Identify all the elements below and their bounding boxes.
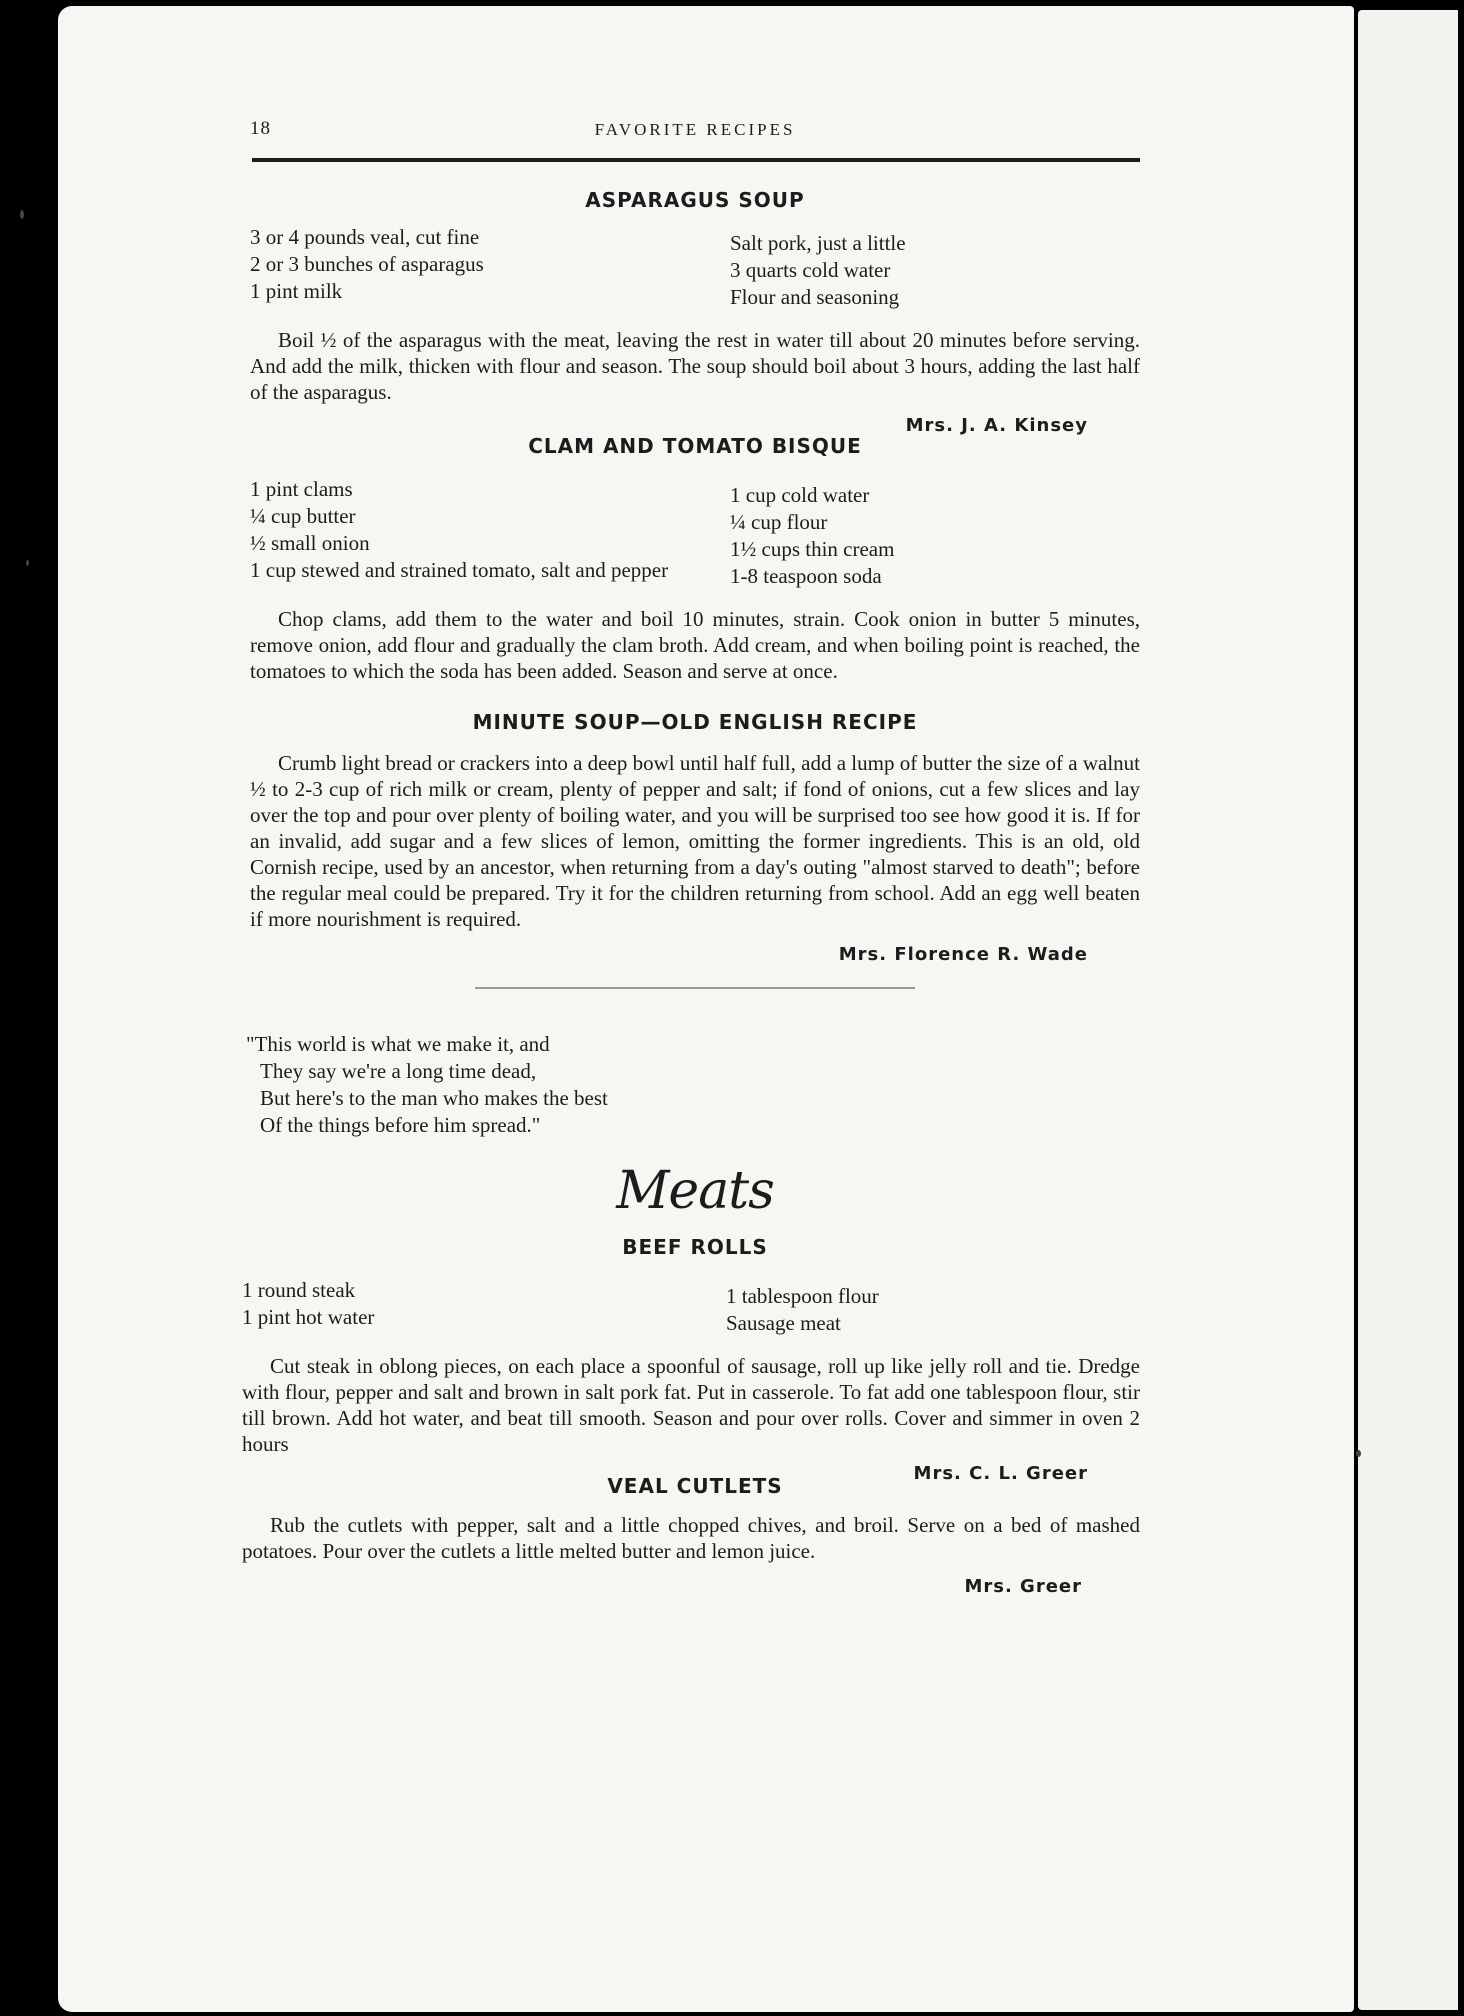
ingredient: 1 cup stewed and strained tomato, salt and pepper [250,558,669,582]
ingredient-column-right [730,224,1140,311]
ingredient: 1 pint clams [250,477,353,501]
poem-line: They say we're a long time dead, [260,1059,537,1083]
page-content [242,110,1140,1597]
poem-line: But here's to the man who makes the best [260,1086,608,1110]
recipe-directions: Crumb light bread or crackers into a deep bowl until half full, add a lump of butter the size of a walnut ½ to 2-3 cup of rich milk or cream, plenty of pepper and salt; if fond of onions, cut a few slices and lay over the top and pour over plenty of boiling water, and you will be surprised too see how good it is. If for an invalid, add sugar and a few slices of lemon, omitting the former ingredients. This is an old, old Cornish recipe, used by an ancestor, when returning from a day's outing "almost starved to death"; before the regular meal could be prepared. Try it for the children returning from school. Add an egg well beaten if more nourishment is required. [250,751,1140,931]
ingredient: ¼ cup flour [730,510,828,534]
running-head [250,110,1140,150]
ingredient-column-right [726,1277,1140,1337]
ingredient: Salt pork, just a little [730,231,906,255]
ingredient-column-left [250,476,730,590]
recipe-directions: Rub the cutlets with pepper, salt and a little chopped chives, and broil. Serve on a bed of mashed potatoes. Pour over the cutlets a little melted butter and lemon juice. [242,1513,1140,1563]
header-rule [252,158,1140,162]
recipe-directions: Cut steak in oblong pieces, on each place a spoonful of sausage, roll up like jelly roll and tie. Dredge with flour, pepper and salt and brown in salt pork fat. Put in casserole. To fat add one tablespoon flour, stir till brown. Add hot water, and beat till smooth. Season and pour over rolls. Cover and simmer in oven 2 hours [242,1354,1140,1456]
recipe-clam-tomato-bisque [250,434,1140,684]
ingredient-list [250,224,1140,311]
ingredient-column-left [250,224,730,311]
adjacent-page-edge [1358,10,1458,2010]
ingredient-column-right [730,476,1140,590]
ingredient: 1 pint milk [250,279,343,303]
poem-line: "This world is what we make it, and [246,1032,550,1056]
page-number: 18 [250,118,271,139]
ingredient: 1 round steak [242,1278,356,1302]
ingredient-list [242,1277,1140,1337]
recipe-title: MINUTE SOUP—OLD ENGLISH RECIPE [472,710,918,734]
recipe-directions: Boil ½ of the asparagus with the meat, leaving the rest in water till about 20 minutes before serving. And add the milk, thicken with flour and season. The soup should boil about 3 hours, adding the last half of the asparagus. [250,328,1140,404]
scan-speck [1356,1450,1361,1457]
ingredient-column-left [242,1277,726,1337]
ingredient: 1-8 teaspoon soda [730,564,882,588]
poem-line: Of the things before him spread." [260,1113,541,1137]
ingredient: 1½ cups thin cream [730,537,895,561]
section-divider [475,987,915,989]
recipe-title: ASPARAGUS SOUP [585,188,805,212]
ingredient: 1 pint hot water [242,1305,375,1329]
ingredient: 3 or 4 pounds veal, cut fine [250,225,480,249]
book-title: FAVORITE RECIPES [594,120,796,139]
section-title: Meats [616,1161,774,1221]
recipe-asparagus-soup [250,188,1140,436]
ingredient: 2 or 3 bunches of asparagus [250,252,484,276]
ingredient: ¼ cup butter [250,504,356,528]
recipe-author: Mrs. Florence R. Wade [838,944,1088,965]
ingredient: 3 quarts cold water [730,258,891,282]
recipe-title: BEEF ROLLS [622,1235,768,1259]
ingredient: 1 tablespoon flour [726,1284,879,1308]
recipe-author: Mrs. C. L. Greer [913,1463,1088,1484]
ingredient-list [250,476,1140,590]
recipe-minute-soup [250,710,1140,965]
recipe-author: Mrs. Greer [964,1576,1082,1597]
ingredient: Sausage meat [726,1311,841,1335]
recipe-title: VEAL CUTLETS [607,1474,783,1498]
recipe-author: Mrs. J. A. Kinsey [905,415,1088,436]
recipe-directions: Chop clams, add them to the water and boil 10 minutes, strain. Cook onion in butter 5 minutes, remove onion, add flour and gradually the clam broth. Add cream, and when boiling point is reached, the tomatoes to which the soda has been added. Season and serve at once. [250,607,1140,683]
scan-speck [26,560,29,566]
recipe-beef-rolls [242,1235,1140,1484]
recipe-title: CLAM AND TOMATO BISQUE [528,434,862,458]
recipe-veal-cutlets [242,1474,1140,1597]
ingredient: ½ small onion [250,531,370,555]
ingredient: 1 cup cold water [730,483,870,507]
ingredient: Flour and seasoning [730,285,900,309]
scan-speck [20,210,24,219]
poem [246,1031,1140,1139]
